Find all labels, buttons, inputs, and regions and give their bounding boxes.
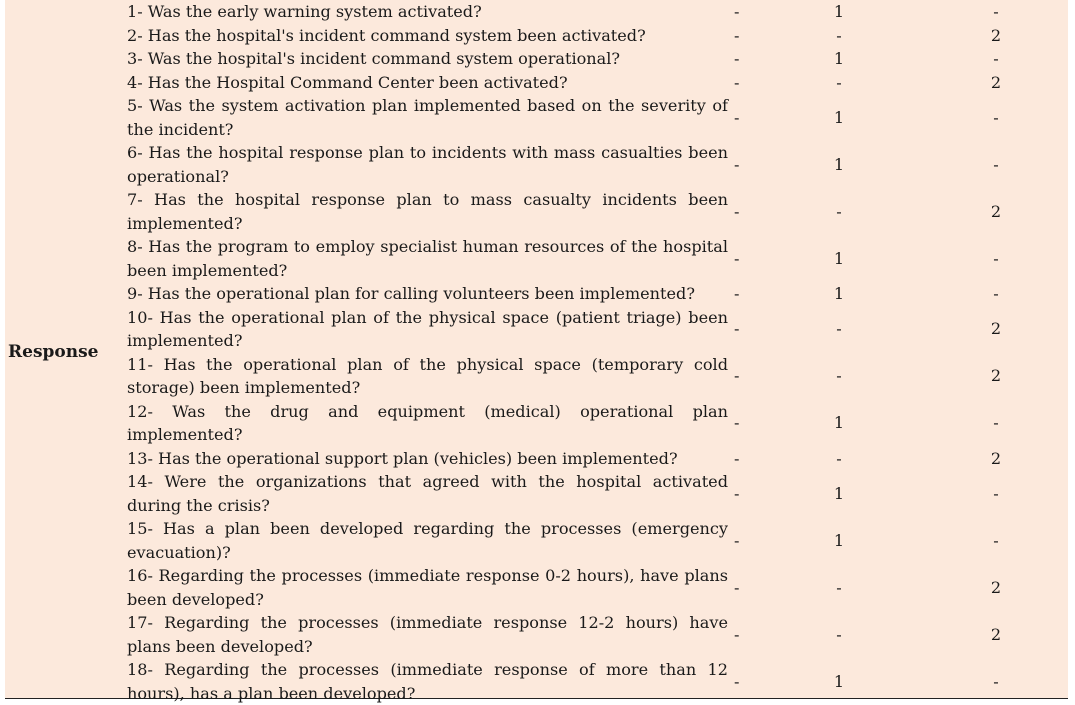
table-row bbox=[5, 282, 1068, 306]
answer-column-1: - bbox=[734, 154, 740, 174]
question-text: 18- Regarding the processes (immediate response of more than 12 hours), has a plan been developed? bbox=[127, 660, 728, 703]
answer-column-2: 1 bbox=[833, 49, 845, 68]
table-row bbox=[5, 517, 1068, 564]
table-row bbox=[5, 564, 1068, 611]
table-row bbox=[5, 94, 1068, 141]
answer-column-1: - bbox=[734, 624, 740, 644]
table-row bbox=[5, 470, 1068, 517]
answer-column-1: - bbox=[734, 2, 740, 21]
answer-column-3: - bbox=[993, 284, 999, 303]
answer-column-2: - bbox=[836, 366, 842, 386]
answer-column-1: - bbox=[734, 25, 740, 45]
table-row bbox=[5, 71, 1068, 95]
question-text: 17- Regarding the processes (immediate response 12-2 hours) have plans been developed? bbox=[127, 613, 728, 656]
answer-column-3: 2 bbox=[990, 624, 1002, 644]
answer-column-3: - bbox=[993, 2, 999, 21]
table-row bbox=[5, 400, 1068, 447]
answer-column-3: - bbox=[993, 671, 999, 691]
table-row bbox=[5, 141, 1068, 188]
answer-column-2: - bbox=[836, 25, 842, 45]
answer-column-3: 2 bbox=[990, 72, 1002, 92]
question-text: 1- Was the early warning system activated? bbox=[127, 2, 482, 21]
table-row bbox=[5, 306, 1068, 353]
question-text: 11- Has the operational plan of the physical space (temporary cold storage) been implemented? bbox=[127, 354, 728, 397]
answer-column-1: - bbox=[734, 319, 740, 339]
table-row bbox=[5, 24, 1068, 48]
question-text: 16- Regarding the processes (immediate response 0-2 hours), have plans been developed? bbox=[127, 566, 728, 609]
answer-column-1: - bbox=[734, 483, 740, 503]
table-row bbox=[5, 235, 1068, 282]
answer-column-1: - bbox=[734, 413, 740, 433]
answer-column-3: 2 bbox=[990, 319, 1002, 339]
question-text: 5- Was the system activation plan implemented based on the severity of the incident? bbox=[127, 96, 728, 139]
answer-column-2: 1 bbox=[833, 107, 845, 127]
answer-column-1: - bbox=[734, 366, 740, 386]
answer-column-3: - bbox=[993, 483, 999, 503]
answer-column-1: - bbox=[734, 530, 740, 550]
answer-column-2: 1 bbox=[833, 671, 845, 691]
answer-column-2: - bbox=[836, 448, 842, 468]
answer-column-2: 1 bbox=[833, 248, 845, 268]
table-row bbox=[5, 353, 1068, 400]
question-text: 15- Has a plan been developed regarding the processes (emergency evacuation)? bbox=[127, 519, 728, 562]
answer-column-3: - bbox=[993, 413, 999, 433]
question-text: 2- Has the hospital's incident command system been activated? bbox=[127, 25, 646, 45]
answer-column-3: 2 bbox=[990, 577, 1002, 597]
answer-column-3: - bbox=[993, 49, 999, 68]
response-table-container bbox=[5, 0, 1068, 703]
answer-column-3: - bbox=[993, 154, 999, 174]
answer-column-2: - bbox=[836, 201, 842, 221]
answer-column-1: - bbox=[734, 577, 740, 597]
question-text: 3- Was the hospital's incident command system operational? bbox=[127, 49, 621, 68]
table-row bbox=[5, 188, 1068, 235]
answer-column-2: 1 bbox=[833, 530, 845, 550]
question-text: 10- Has the operational plan of the physical space (patient triage) been implemented? bbox=[127, 307, 728, 350]
answer-column-3: 2 bbox=[990, 201, 1002, 221]
answer-column-2: 1 bbox=[833, 413, 845, 433]
answer-column-2: - bbox=[836, 72, 842, 92]
table-row bbox=[5, 47, 1068, 71]
table-row bbox=[5, 0, 1068, 24]
answer-column-2: 1 bbox=[833, 154, 845, 174]
answer-column-2: - bbox=[836, 577, 842, 597]
question-text: 13- Has the operational support plan (vehicles) been implemented? bbox=[127, 448, 678, 468]
question-text: 6- Has the hospital response plan to incidents with mass casualties been operational? bbox=[127, 143, 728, 186]
question-text: 9- Has the operational plan for calling volunteers been implemented? bbox=[127, 284, 695, 303]
table-row bbox=[5, 611, 1068, 658]
answer-column-3: 2 bbox=[990, 25, 1002, 45]
answer-column-3: - bbox=[993, 248, 999, 268]
response-checklist-table bbox=[5, 0, 1068, 705]
section-label: Response bbox=[8, 341, 99, 362]
answer-column-1: - bbox=[734, 284, 740, 303]
answer-column-2: 1 bbox=[833, 483, 845, 503]
question-text: 8- Has the program to employ specialist human resources of the hospital been implemented? bbox=[127, 237, 728, 280]
answer-column-2: - bbox=[836, 624, 842, 644]
answer-column-1: - bbox=[734, 72, 740, 92]
answer-column-3: 2 bbox=[990, 366, 1002, 386]
table-row bbox=[5, 447, 1068, 471]
answer-column-3: 2 bbox=[990, 448, 1002, 468]
answer-column-1: - bbox=[734, 671, 740, 691]
answer-column-1: - bbox=[734, 248, 740, 268]
question-text: 4- Has the Hospital Command Center been activated? bbox=[127, 72, 568, 92]
response-table-body bbox=[5, 0, 1068, 705]
answer-column-2: 1 bbox=[833, 284, 845, 303]
answer-column-3: - bbox=[993, 530, 999, 550]
answer-column-2: 1 bbox=[833, 2, 845, 21]
answer-column-2: - bbox=[836, 319, 842, 339]
question-text: 7- Has the hospital response plan to mass casualty incidents been implemented? bbox=[127, 190, 728, 233]
question-text: 12- Was the drug and equipment (medical) operational plan implemented? bbox=[127, 401, 728, 444]
table-row bbox=[5, 658, 1068, 705]
answer-column-3: - bbox=[993, 107, 999, 127]
answer-column-1: - bbox=[734, 49, 740, 68]
question-text: 14- Were the organizations that agreed with the hospital activated during the crisis? bbox=[127, 472, 728, 515]
answer-column-1: - bbox=[734, 201, 740, 221]
answer-column-1: - bbox=[734, 448, 740, 468]
answer-column-1: - bbox=[734, 107, 740, 127]
